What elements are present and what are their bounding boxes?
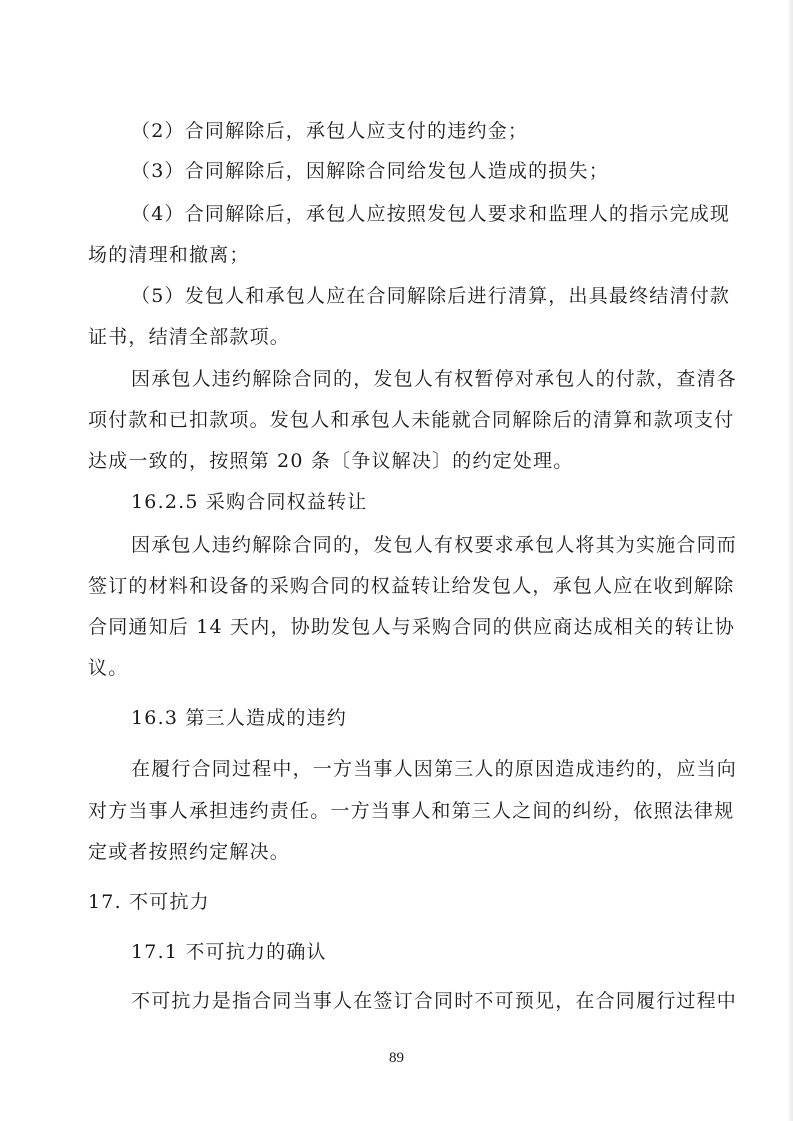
text-line: 因承包人违约解除合同的，发包人有权暂停对承包人的付款，查清各 xyxy=(131,368,738,390)
text-line: 对方当事人承担违约责任。一方当事人和第三人之间的纠纷，依照法律规 xyxy=(88,800,735,822)
text-line: 达成一致的，按照第 20 条〔争议解决〕的约定处理。 xyxy=(88,450,574,472)
text-line: 定或者按照约定解决。 xyxy=(88,841,291,863)
section-heading: 16.2.5 采购合同权益转让 xyxy=(131,491,368,513)
text-line: 证书，结清全部款项。 xyxy=(88,326,291,348)
section-heading: 16.3 第三人造成的违约 xyxy=(131,707,347,729)
text-line: （2）合同解除后，承包人应支付的违约金； xyxy=(131,120,529,142)
text-line: （4）合同解除后，承包人应按照发包人要求和监理人的指示完成现 xyxy=(131,203,731,225)
page-number: 89 xyxy=(389,1050,404,1066)
text-line: 因承包人违约解除合同的，发包人有权要求承包人将其为实施合同而 xyxy=(131,534,738,556)
text-line: 不可抗力是指合同当事人在签订合同时不可预见，在合同履行过程中 xyxy=(131,990,738,1012)
text-line: 合同通知后 14 天内，协助发包人与采购合同的供应商达成相关的转让协 xyxy=(88,616,736,638)
text-line: 议。 xyxy=(88,657,129,679)
text-line: （5）发包人和承包人应在合同解除后进行清算，出具最终结清付款 xyxy=(131,285,731,307)
section-heading: 17.1 不可抗力的确认 xyxy=(131,941,327,963)
scan-edge-shadow xyxy=(787,0,793,1121)
chapter-heading: 17. 不可抗力 xyxy=(88,891,210,913)
text-line: （3）合同解除后，因解除合同给发包人造成的损失； xyxy=(131,160,609,182)
text-line: 签订的材料和设备的采购合同的权益转让给发包人，承包人应在收到解除 xyxy=(88,575,735,597)
text-line: 项付款和已扣款项。发包人和承包人未能就合同解除后的清算和款项支付 xyxy=(88,409,735,431)
text-line: 在履行合同过程中，一方当事人因第三人的原因造成违约的，应当向 xyxy=(131,758,738,780)
text-line: 场的清理和撤离； xyxy=(88,244,250,266)
